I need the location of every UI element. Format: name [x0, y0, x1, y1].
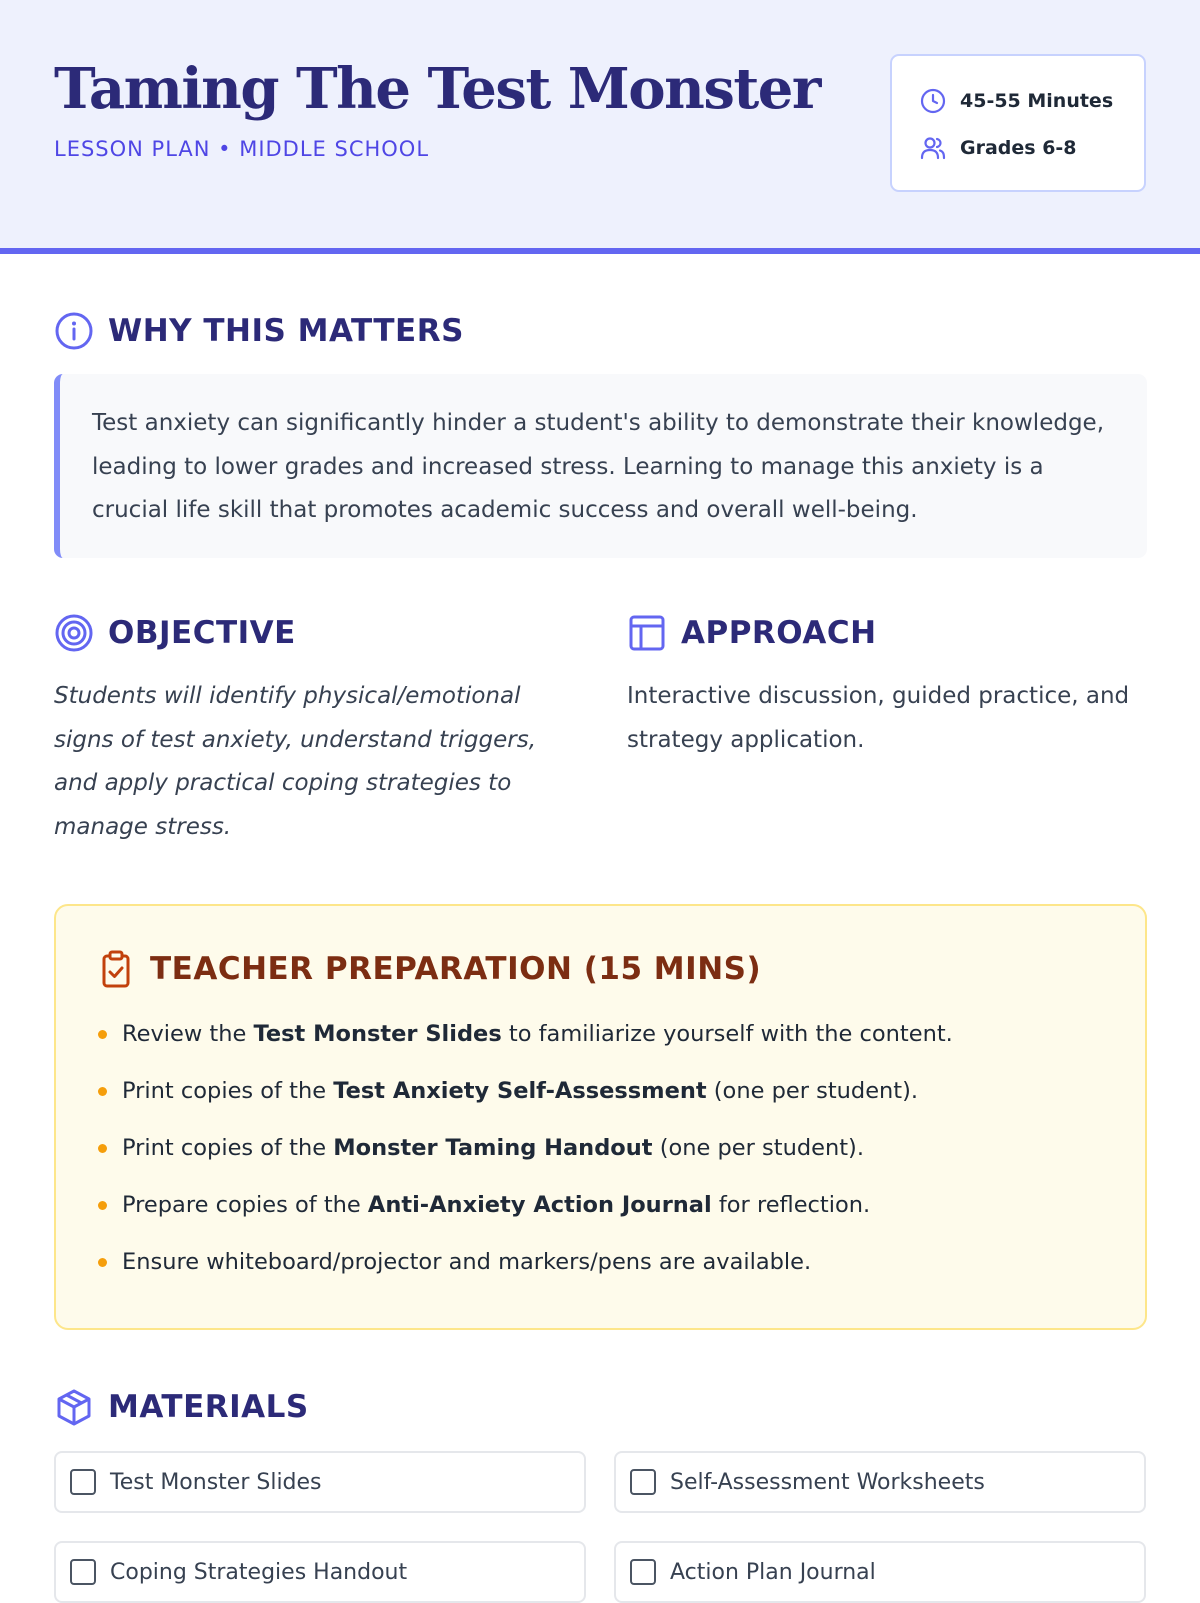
page-header [0, 0, 1200, 254]
list-item: Prepare copies of the Anti-Anxiety Action Journal for reflection. [96, 1189, 953, 1246]
objective-heading-label: OBJECTIVE [108, 615, 296, 651]
layout-icon [627, 613, 667, 653]
material-label: Action Plan Journal [670, 1559, 876, 1585]
duration-row [920, 86, 1113, 116]
target-icon [54, 613, 94, 653]
users-icon [920, 135, 946, 161]
why-heading [54, 310, 464, 352]
why-text: Test anxiety can significantly hinder a student's ability to demonstrate their knowledge, leading to lower grades and increased stress. Learning to manage this anxiety is a crucial life skill that promotes academic success and overall well-being. [92, 410, 1104, 523]
duration-label: 45-55 Minutes [960, 90, 1114, 112]
objective-text: Students will identify physical/emotional signs of test anxiety, understand triggers, and apply practical coping strategies to manage stress. [54, 683, 537, 840]
preparation-heading-label: TEACHER PREPARATION (15 MINS) [150, 951, 762, 987]
approach-heading-label: APPROACH [681, 615, 877, 651]
page-subtitle: LESSON PLAN • MIDDLE SCHOOL [54, 137, 430, 161]
material-label: Test Monster Slides [110, 1469, 322, 1495]
page-title: Taming The Test Monster [54, 56, 820, 122]
objective-heading [54, 612, 296, 654]
checkbox[interactable] [630, 1469, 656, 1495]
grades-row [920, 133, 1077, 163]
materials-heading-label: MATERIALS [108, 1389, 309, 1425]
lesson-meta-card [890, 54, 1146, 192]
approach-text: Interactive discussion, guided practice, and strategy application. [627, 683, 1130, 753]
material-item[interactable] [54, 1451, 586, 1513]
list-item: Print copies of the Monster Taming Handout (one per student). [96, 1132, 953, 1189]
checkbox[interactable] [630, 1559, 656, 1585]
list-item: Ensure whiteboard/projector and markers/pens are available. [96, 1246, 953, 1303]
material-item[interactable] [54, 1541, 586, 1603]
info-icon [54, 311, 94, 351]
material-item[interactable] [614, 1451, 1146, 1513]
clock-icon [920, 88, 946, 114]
preparation-list [96, 1018, 953, 1303]
material-label: Coping Strategies Handout [110, 1559, 408, 1585]
list-item: Print copies of the Test Anxiety Self-Assessment (one per student). [96, 1075, 953, 1132]
materials-heading [54, 1386, 309, 1428]
why-heading-label: WHY THIS MATTERS [108, 313, 464, 349]
checkbox[interactable] [70, 1559, 96, 1585]
preparation-heading [96, 948, 761, 990]
clipboard-check-icon [96, 949, 136, 989]
grades-label: Grades 6-8 [960, 137, 1077, 159]
material-label: Self-Assessment Worksheets [670, 1469, 985, 1495]
approach-heading [627, 612, 877, 654]
material-item[interactable] [614, 1541, 1146, 1603]
teacher-preparation-box [54, 904, 1147, 1330]
package-icon [54, 1387, 94, 1427]
list-item: Review the Test Monster Slides to familiarize yourself with the content. [96, 1018, 953, 1075]
why-callout [54, 374, 1147, 558]
checkbox[interactable] [70, 1469, 96, 1495]
